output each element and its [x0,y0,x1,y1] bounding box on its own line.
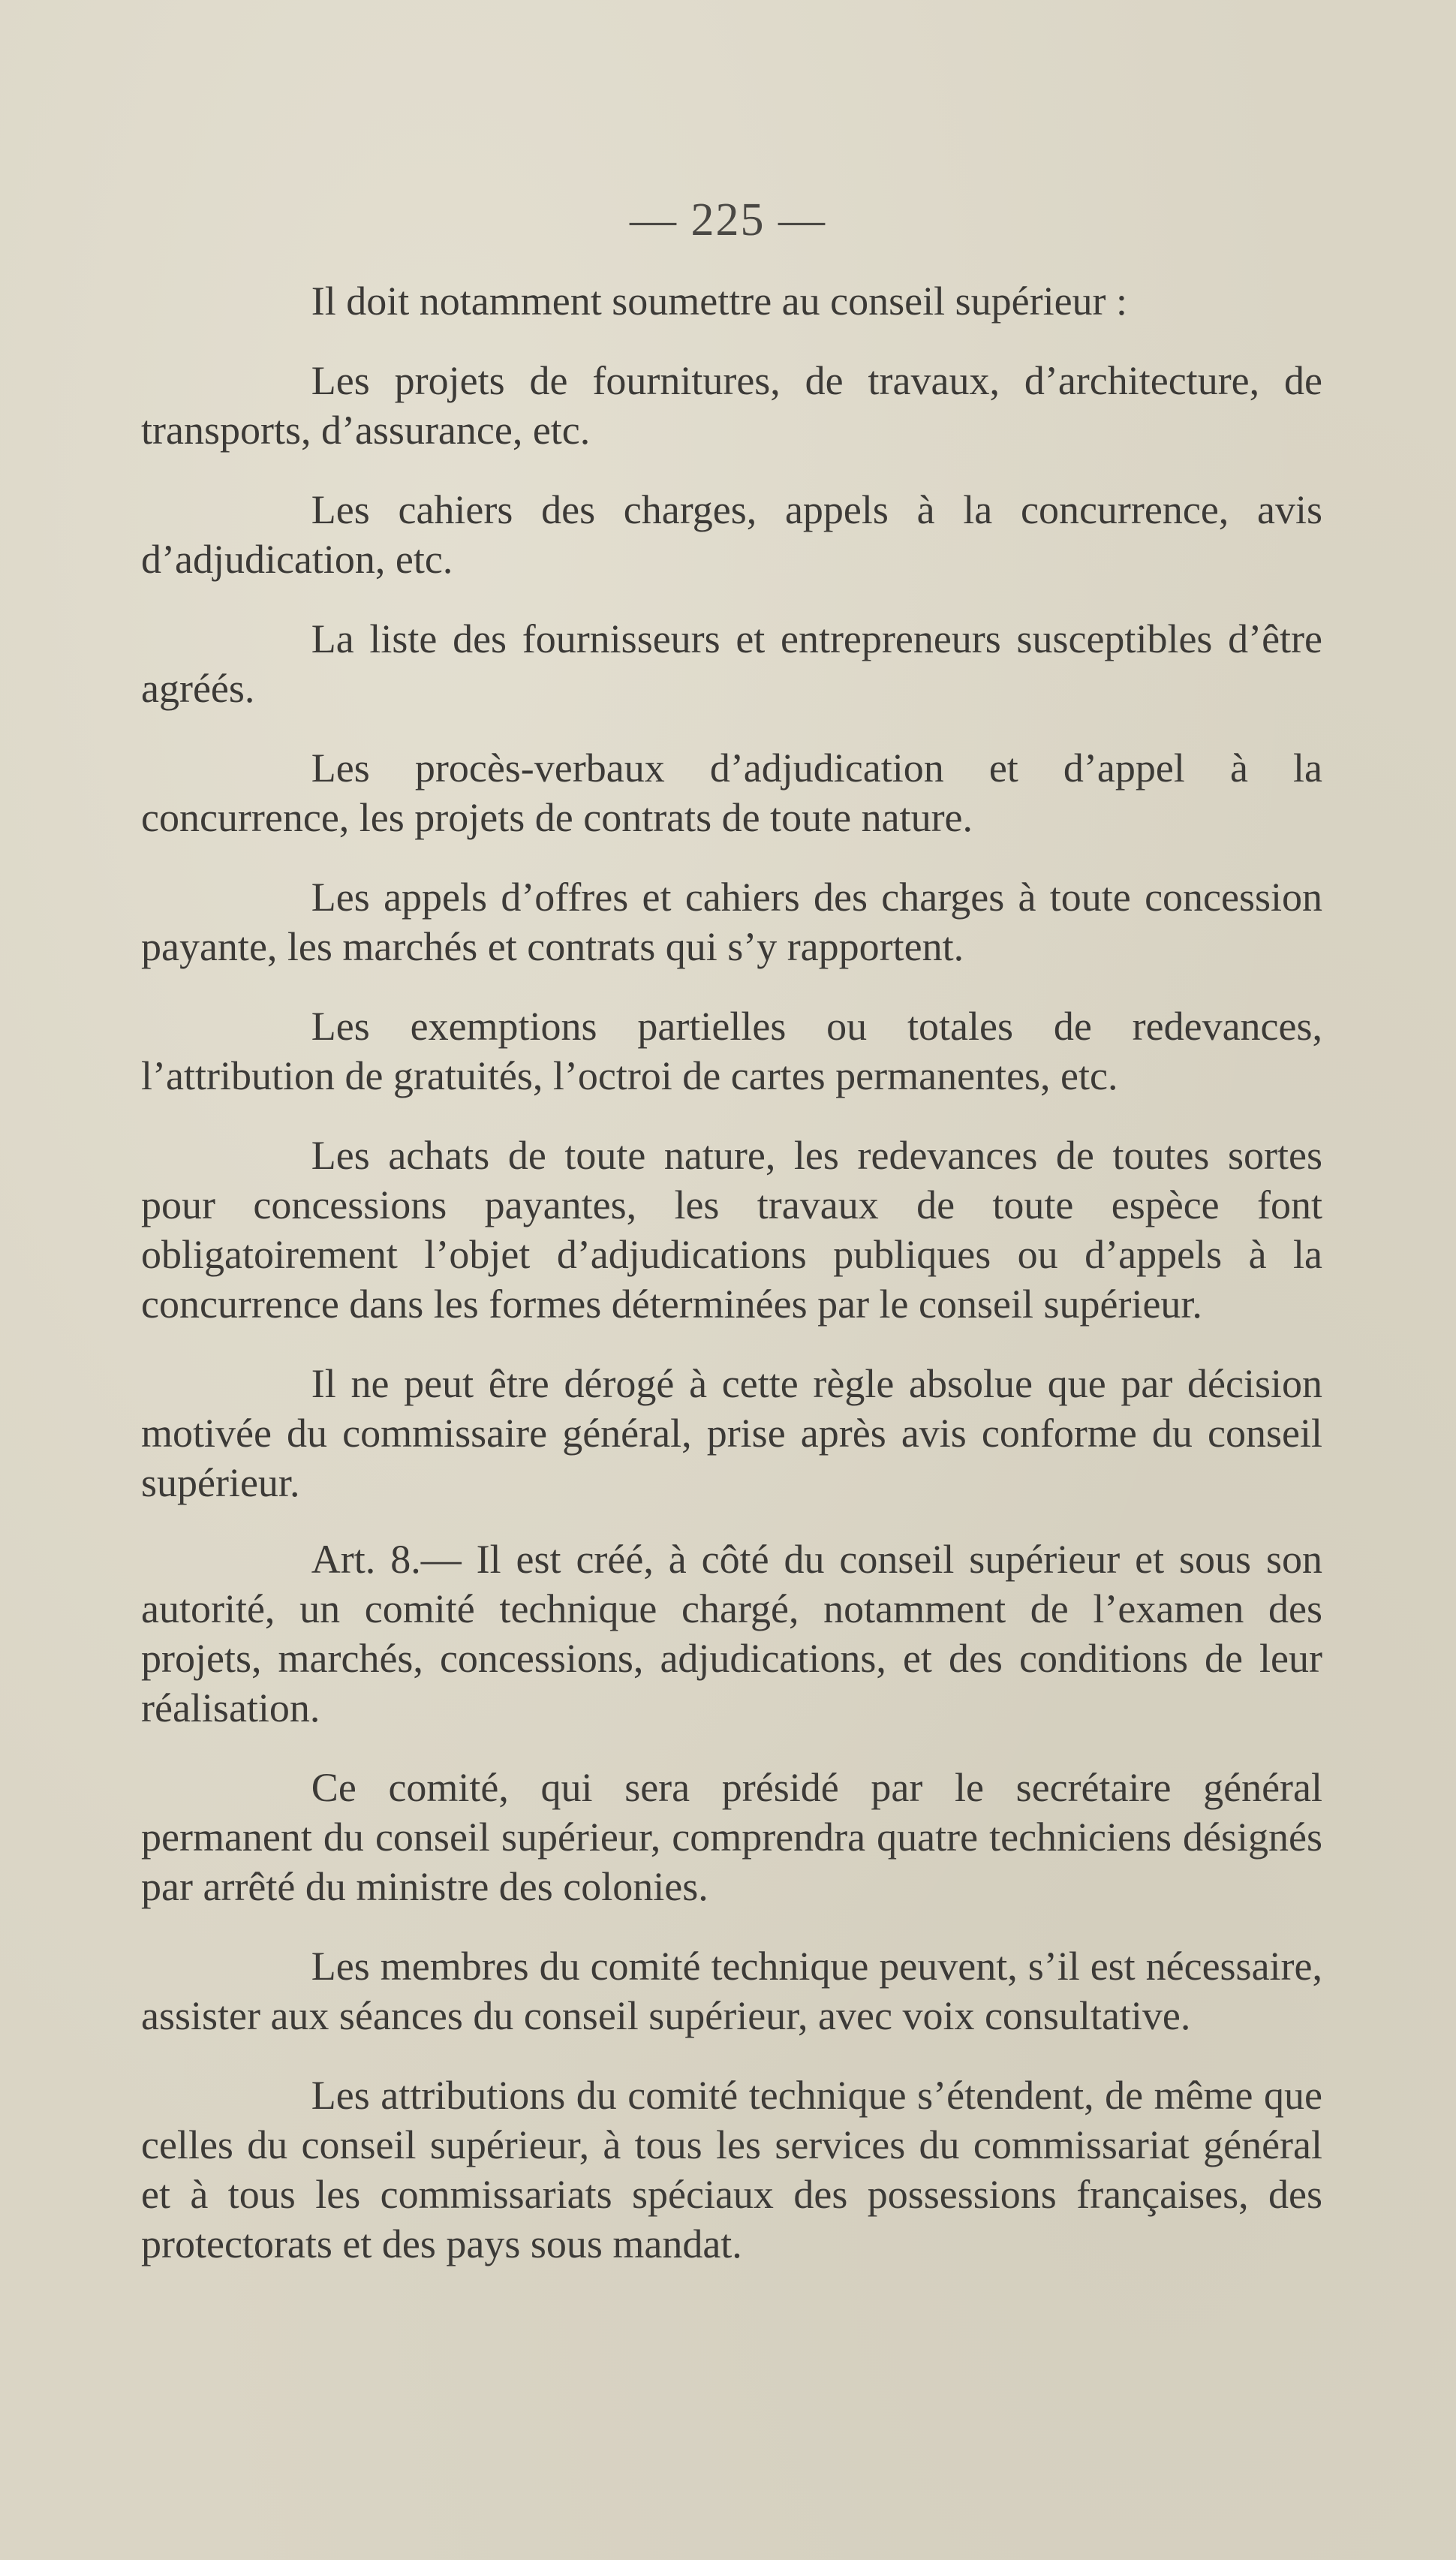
paragraph-comite: Ce comité, qui sera présidé par le secrétaire général permanent du conseil supérieur, comprendra quatre techniciens désignés par arrêté du ministre des colonies. [141,1765,1322,1909]
text-body [141,276,1322,2299]
paragraph-appels-offres: Les appels d’offres et cahiers des charges à toute concession payante, les marchés et contrats qui s’y rapportent. [141,875,1322,969]
paragraph-article-8: Art. 8.— Il est créé, à côté du conseil supérieur et sous son autorité, un comité technique chargé, notamment de l’examen des projets, marchés, concessions, adjudications, et des conditions de leur réalisation. [141,1537,1322,1730]
paragraph-cahiers: Les cahiers des charges, appels à la concurrence, avis d’adjudication, etc. [141,487,1322,582]
page-number: — 225 — [630,194,826,245]
paragraph-liste: La liste des fournisseurs et entrepreneurs susceptibles d’être agréés. [141,616,1322,711]
paragraph-exemptions: Les exemptions partielles ou totales de redevances, l’attribution de gratuités, l’octroi de cartes permanentes, etc. [141,1004,1322,1098]
paragraph-projets: Les projets de fournitures, de travaux, d’architecture, de transports, d’assurance, etc. [141,358,1322,453]
paragraph-achats: Les achats de toute nature, les redevances de toutes sortes pour concessions payantes, les travaux de toute espèce font obligatoirement l’objet d’adjudications publiques ou d’appels à la concurrence dans les formes déterminées par le conseil supérieur. [141,1133,1322,1327]
paragraph-proces-verbaux: Les procès-verbaux d’adjudication et d’appel à la concurrence, les projets de contrats de toute nature. [141,745,1322,840]
paragraph-attributions: Les attributions du comité technique s’étendent, de même que celles du conseil supérieur, à tous les services du commissariat général et à tous les commissariats spéciaux des possessions françaises, des protectorats et des pays sous mandat. [141,2073,1322,2266]
paragraph-derogation: Il ne peut être dérogé à cette règle absolue que par décision motivée du commissaire général, prise après avis conforme du conseil supérieur. [141,1361,1322,1505]
paragraph-membres: Les membres du comité technique peuvent, s’il est nécessaire, assister aux séances du conseil supérieur, avec voix consultative. [141,1944,1322,2038]
paragraph-intro: Il doit notamment soumettre au conseil supérieur : [311,279,1128,324]
